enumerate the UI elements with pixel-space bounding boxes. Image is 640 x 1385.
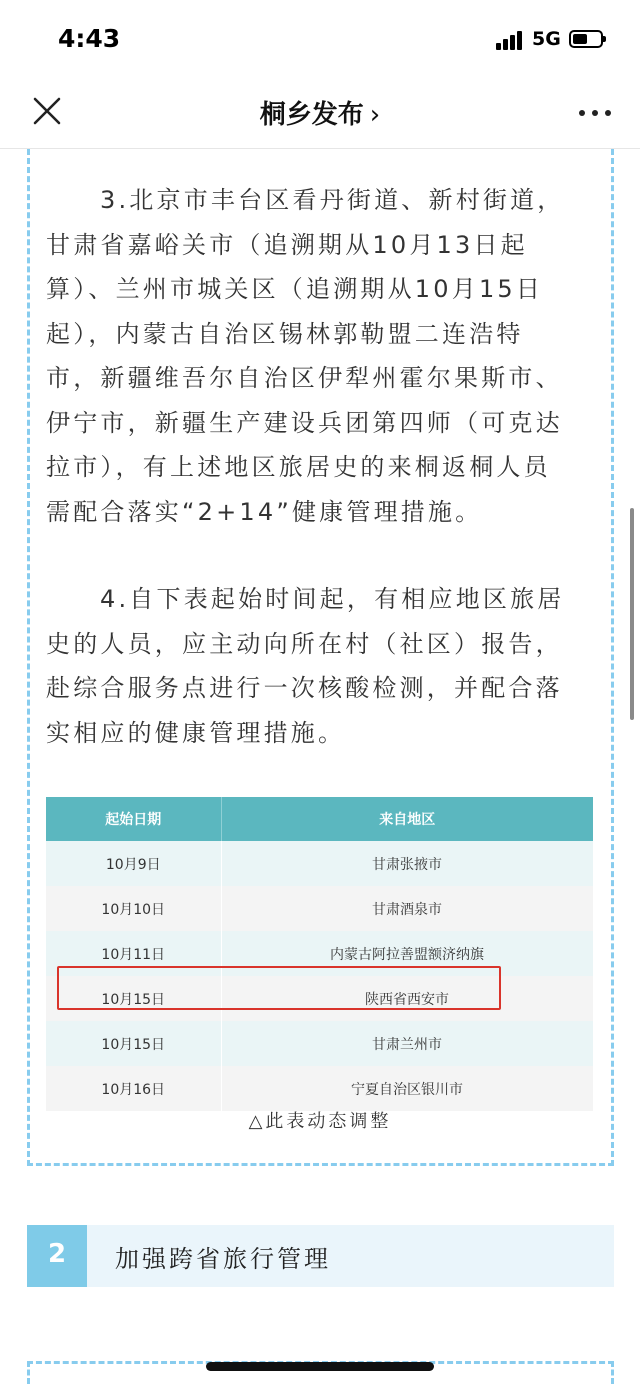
nav-bar [0, 80, 640, 149]
table-note: △此表动态调整 [248, 1111, 392, 1132]
account-title-link[interactable] [0, 94, 640, 131]
paragraph-4 [46, 577, 596, 755]
paragraph-line: 拉市），有上述地区旅居史的来桐返桐人员 [46, 453, 551, 481]
signal-icon [496, 30, 524, 50]
paragraph-3 [46, 178, 596, 534]
region-cell: 甘肃张掖市 [221, 841, 593, 886]
paragraph-line: 赴综合服务点进行一次核酸检测，并配合落 [46, 674, 563, 702]
scrollbar[interactable] [630, 508, 634, 720]
region-cell: 甘肃兰州市 [221, 1021, 593, 1066]
schedule-table [46, 797, 593, 1111]
table-row [46, 1066, 593, 1111]
region-cell: 甘肃酒泉市 [221, 886, 593, 931]
account-title: 桐乡发布 [259, 100, 364, 130]
date-cell: 10月15日 [46, 976, 221, 1021]
status-time: 4:43 [58, 24, 121, 53]
home-indicator[interactable] [206, 1362, 434, 1371]
region-cell: 内蒙古阿拉善盟额济纳旗 [221, 931, 593, 976]
paragraph-line: 甘肃省嘉峪关市（追溯期从10月13日起 [46, 230, 528, 259]
table-header-date: 起始日期 [46, 797, 221, 841]
status-bar [0, 0, 640, 80]
region-cell: 陕西省西安市 [221, 976, 593, 1021]
table-row [46, 886, 593, 931]
paragraph-line: 史的人员，应主动向所在村（社区）报告， [46, 629, 563, 658]
date-cell: 10月11日 [46, 931, 221, 976]
paragraph-line: 起），内蒙古自治区锡林郭勒盟二连浩特 [46, 319, 524, 348]
section-title: 加强跨省旅行管理 [115, 1245, 331, 1273]
paragraph-line: 4.自下表起始时间起，有相应地区旅居 [100, 585, 565, 613]
table-header-region: 来自地区 [221, 797, 593, 841]
date-cell: 10月10日 [46, 886, 221, 931]
table-row [46, 1021, 593, 1066]
paragraph-line: 需配合落实“2+14”健康管理措施。 [46, 497, 483, 526]
battery-icon [569, 30, 603, 48]
article-content [0, 149, 640, 1385]
table-row [46, 841, 593, 886]
highlight-annotation [57, 966, 501, 1010]
more-button[interactable] [578, 98, 612, 126]
chevron-right-icon: › [369, 100, 381, 130]
battery-fill [573, 34, 587, 44]
date-cell: 10月9日 [46, 841, 221, 886]
paragraph-line: 实相应的健康管理措施。 [46, 718, 346, 747]
date-cell: 10月16日 [46, 1066, 221, 1111]
date-cell: 10月15日 [46, 1021, 221, 1066]
paragraph-line: 3.北京市丰台区看丹街道、新村街道， [100, 186, 565, 214]
section-number: 2 [27, 1225, 87, 1287]
more-icon [579, 110, 585, 116]
section-header [27, 1225, 614, 1287]
paragraph-line: 算）、兰州市城关区（追溯期从10月15日 [46, 275, 544, 303]
paragraph-line: 市，新疆维吾尔自治区伊犁州霍尔果斯市、 [46, 364, 563, 392]
network-label: 5G [532, 28, 561, 50]
paragraph-line: 伊宁市，新疆生产建设兵团第四师（可克达 [46, 408, 563, 437]
region-cell: 宁夏自治区银川市 [221, 1066, 593, 1111]
